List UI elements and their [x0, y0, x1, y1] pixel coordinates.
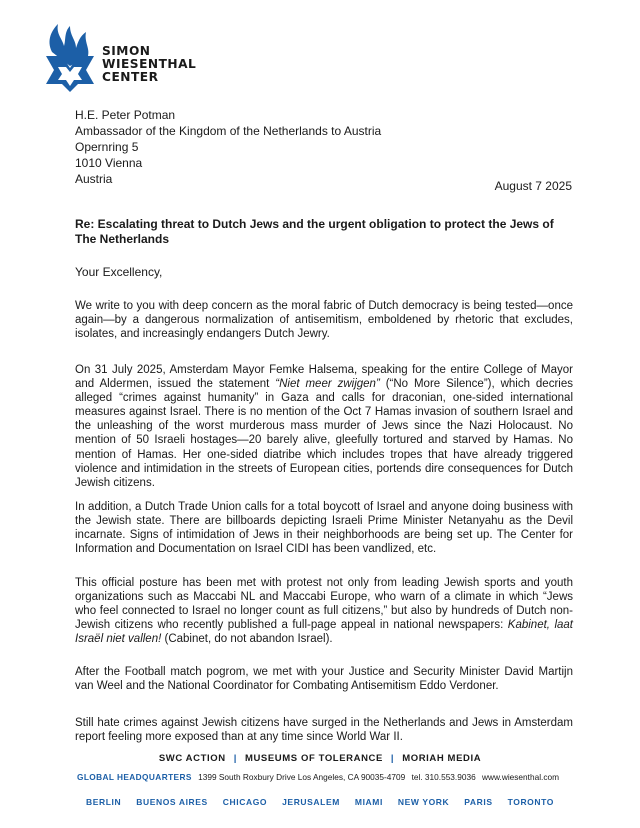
body-paragraph-6: Still hate crimes against Jewish citizens have surged in the Netherlands and Jews in Amsterdam report feeling more exposed than at any time since World War II. — [75, 717, 573, 744]
recipient-line: Austria — [75, 172, 113, 186]
city-item: NEW YORK — [397, 797, 450, 807]
recipient-line: 1010 Vienna — [75, 156, 143, 170]
city-item: TORONTO — [507, 797, 554, 807]
subject-line: Re: Escalating threat to Dutch Jews and the urgent obligation to protect the Jews of The Netherlands — [75, 217, 554, 246]
flame-star-icon — [42, 22, 98, 92]
hq-website[interactable]: www.wiesenthal.com — [482, 772, 560, 782]
logo-line-3: CENTER — [102, 70, 159, 84]
footer-link-swc-action[interactable]: SWC ACTION — [158, 753, 226, 764]
body-paragraph-3: In addition, a Dutch Trade Union calls for a total boycott of Israel and anyone doing business with the Jewish state. There are billboards depicting Israeli Prime Minister Netanyahu as the Devil incarnate. Signs of intimidation of Jews in their neighborhoods are being set up. The Center for Information and Documentation on Israel CIDI has been vandlized, etc. — [75, 501, 573, 556]
recipient-line: Ambassador of the Kingdom of the Netherlands to Austria — [75, 124, 382, 138]
office-cities — [0, 797, 640, 807]
city-item: MIAMI — [354, 797, 383, 807]
letter-date: August 7 2025 — [494, 179, 572, 193]
organization-logo — [42, 22, 202, 94]
headquarters-info — [0, 772, 640, 782]
footer-separator: | — [390, 753, 395, 764]
paragraph-text: On 31 July 2025, Amsterdam Mayor Femke Halsema, speaking for the entire College of Mayor and Aldermen, issued the statement — [75, 364, 573, 391]
paragraph-text: (“No More Silence”), which decries alleged “crimes against humanity” in Gaza and calls for draconian, one-sided international measures against Israel. There is no mention of the Oct 7 Hamas invasion of southern Israel and the unleashing of the worst murderous mass murder of Jews since the Nazi Holocaust. No mention of 50 Israeli hostages—20 barely alive, gleefully tortured and starved by Hamas. No mention of Hamas. Her one-sided diatribe which includes tropes that have already triggered violence and intimidation in the streets of European cities, portends dire consequences for Dutch Jewish citizens. — [75, 378, 573, 489]
recipient-line: H.E. Peter Potman — [75, 108, 176, 122]
city-item: JERUSALEM — [282, 797, 340, 807]
city-item: CHICAGO — [222, 797, 268, 807]
city-item: BUENOS AIRES — [136, 797, 208, 807]
city-item: PARIS — [464, 797, 493, 807]
logo-line-2: WIESENTHAL — [102, 57, 197, 71]
footer-affiliates — [0, 753, 640, 764]
statement-title: “Niet meer zwijgen” — [275, 378, 380, 391]
recipient-line: Opernring 5 — [75, 140, 139, 154]
body-paragraph-4 — [75, 576, 573, 646]
body-paragraph-2 — [75, 363, 573, 490]
hq-address: 1399 South Roxbury Drive Los Angeles, CA 90035-4709 — [198, 772, 406, 782]
appeal-title: Kabinet, laat Israël niet vallen! — [75, 619, 573, 646]
body-paragraph-5: After the Football match pogrom, we met with your Justice and Security Minister David Martijn van Weel and the National Coordinator for Combating Antisemitism Eddo Verdoner. — [75, 666, 573, 693]
paragraph-text: (Cabinet, do not abandon Israel). — [161, 633, 333, 646]
footer-separator: | — [233, 753, 237, 764]
recipient-address — [75, 107, 381, 187]
footer-link-moriah-media[interactable]: MORIAH MEDIA — [402, 753, 482, 764]
city-item: BERLIN — [86, 797, 122, 807]
salutation: Your Excellency, — [75, 265, 163, 279]
organization-name — [102, 45, 196, 84]
hq-label: GLOBAL HEADQUARTERS — [76, 772, 192, 782]
footer-link-museums[interactable]: MUSEUMS OF TOLERANCE — [244, 753, 383, 764]
paragraph-text: This official posture has been met with protest not only from leading Jewish sports and youth organizations such as Maccabi NL and Maccabi Europe, who warn of a climate in which “Jews who feel connected to Israel no longer count as full citizens,” but also by hundreds of Dutch non-Jewish citizens who recently published a full-page appeal in national newspapers: — [75, 577, 573, 632]
body-paragraph-1: We write to you with deep concern as the moral fabric of Dutch democracy is being tested—once again—by a dangerous normalization of antisemitism, emboldened by rhetoric that excludes, isolates, and increasingly endangers Dutch Jewry. — [75, 300, 573, 341]
hq-phone: tel. 310.553.9036 — [411, 772, 476, 782]
logo-line-1: SIMON — [102, 44, 151, 58]
